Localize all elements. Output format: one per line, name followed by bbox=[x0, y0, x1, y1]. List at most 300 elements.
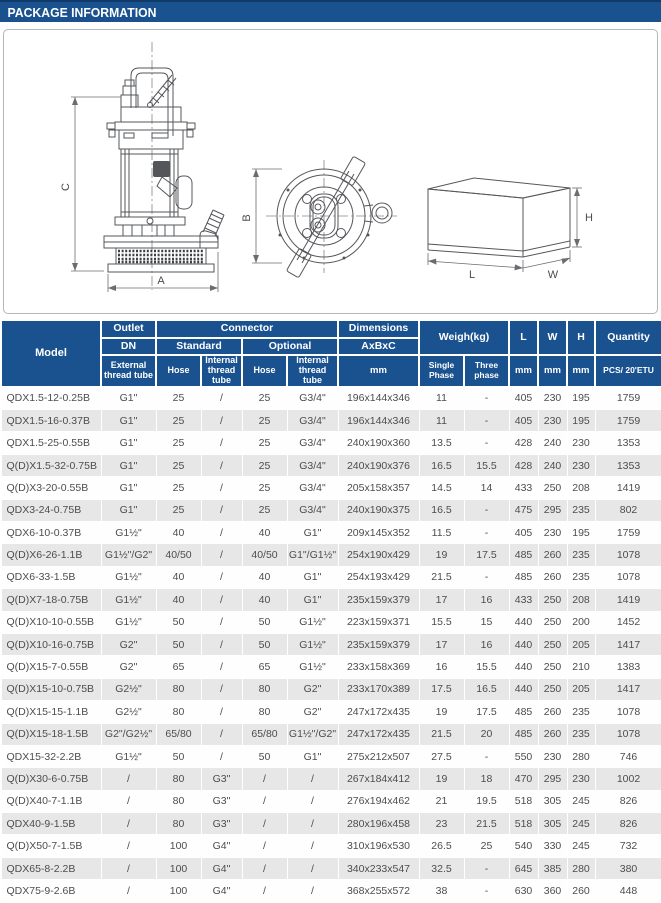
value-cell: G1" bbox=[101, 499, 156, 521]
value-cell: 1353 bbox=[595, 454, 661, 476]
table-row bbox=[1, 768, 661, 790]
value-cell: 50 bbox=[156, 745, 201, 767]
value-cell: 25 bbox=[156, 499, 201, 521]
col-header-three-phase: Three phase bbox=[464, 355, 509, 387]
table-row bbox=[1, 790, 661, 812]
value-cell: 25 bbox=[156, 454, 201, 476]
value-cell: 50 bbox=[242, 745, 287, 767]
value-cell: 65 bbox=[242, 656, 287, 678]
value-cell: 250 bbox=[538, 589, 567, 611]
value-cell: 340x233x547 bbox=[338, 857, 419, 879]
value-cell: 260 bbox=[538, 566, 567, 588]
table-row bbox=[1, 633, 661, 655]
value-cell: / bbox=[201, 410, 242, 432]
value-cell: 32.5 bbox=[419, 857, 464, 879]
model-cell: QDX6-10-0.37B bbox=[1, 522, 101, 544]
value-cell: / bbox=[101, 880, 156, 902]
value-cell: 14 bbox=[464, 477, 509, 499]
value-cell: 40 bbox=[156, 522, 201, 544]
value-cell: 80 bbox=[156, 701, 201, 723]
value-cell: 433 bbox=[509, 589, 538, 611]
value-cell: / bbox=[287, 768, 338, 790]
value-cell: / bbox=[201, 522, 242, 544]
value-cell: 405 bbox=[509, 522, 538, 544]
value-cell: 732 bbox=[595, 835, 661, 857]
value-cell: 21.5 bbox=[464, 813, 509, 835]
model-cell: Q(D)X30-6-0.75B bbox=[1, 768, 101, 790]
model-cell: Q(D)X10-10-0.55B bbox=[1, 611, 101, 633]
value-cell: 802 bbox=[595, 499, 661, 521]
model-cell: QDX1.5-25-0.55B bbox=[1, 432, 101, 454]
value-cell: 247x172x435 bbox=[338, 723, 419, 745]
value-cell: 1419 bbox=[595, 477, 661, 499]
value-cell: / bbox=[242, 768, 287, 790]
model-cell: QDX3-24-0.75B bbox=[1, 499, 101, 521]
package-box-drawing bbox=[428, 178, 593, 281]
value-cell: G3/4" bbox=[287, 432, 338, 454]
value-cell: - bbox=[464, 880, 509, 902]
value-cell: G2"/G2½" bbox=[101, 723, 156, 745]
value-cell: G1" bbox=[101, 477, 156, 499]
value-cell: 21.5 bbox=[419, 566, 464, 588]
value-cell: / bbox=[201, 723, 242, 745]
value-cell: G1½"/G2" bbox=[287, 723, 338, 745]
value-cell: 245 bbox=[567, 790, 595, 812]
value-cell: 25 bbox=[242, 454, 287, 476]
section-title-bar bbox=[0, 0, 661, 22]
value-cell: 25 bbox=[242, 387, 287, 410]
value-cell: 200 bbox=[567, 611, 595, 633]
col-header-outlet: Outlet bbox=[101, 320, 156, 338]
model-cell: QDX40-9-1.5B bbox=[1, 813, 101, 835]
value-cell: 40 bbox=[156, 566, 201, 588]
value-cell: 19 bbox=[419, 701, 464, 723]
table-row bbox=[1, 432, 661, 454]
value-cell: 50 bbox=[156, 611, 201, 633]
value-cell: 245 bbox=[567, 813, 595, 835]
table-row bbox=[1, 387, 661, 410]
value-cell: 305 bbox=[538, 813, 567, 835]
col-header-w: W bbox=[538, 320, 567, 355]
value-cell: 448 bbox=[595, 880, 661, 902]
model-cell: QDX1.5-12-0.25B bbox=[1, 387, 101, 410]
table-row bbox=[1, 477, 661, 499]
col-header-dn: DN bbox=[101, 338, 156, 355]
value-cell: G3" bbox=[201, 790, 242, 812]
value-cell: / bbox=[242, 813, 287, 835]
table-row bbox=[1, 656, 661, 678]
col-header-internal-thread-tube-optional: Internal thread tube bbox=[287, 355, 338, 387]
value-cell: / bbox=[201, 611, 242, 633]
dim-label-l: L bbox=[468, 269, 476, 281]
col-header-connector: Connector bbox=[156, 320, 338, 338]
model-cell: Q(D)X1.5-32-0.75B bbox=[1, 454, 101, 476]
value-cell: - bbox=[464, 432, 509, 454]
table-row bbox=[1, 544, 661, 566]
value-cell: 100 bbox=[156, 835, 201, 857]
value-cell: 208 bbox=[567, 589, 595, 611]
table-row bbox=[1, 611, 661, 633]
table-row bbox=[1, 857, 661, 879]
value-cell: G3" bbox=[201, 813, 242, 835]
value-cell: 254x190x429 bbox=[338, 544, 419, 566]
value-cell: 230 bbox=[567, 454, 595, 476]
diagram-panel bbox=[3, 29, 658, 314]
dim-label-w: W bbox=[547, 269, 559, 281]
value-cell: 21 bbox=[419, 790, 464, 812]
value-cell: 540 bbox=[509, 835, 538, 857]
dim-label-c: C bbox=[60, 183, 72, 191]
value-cell: 440 bbox=[509, 656, 538, 678]
value-cell: 205 bbox=[567, 633, 595, 655]
value-cell: 196x144x346 bbox=[338, 410, 419, 432]
value-cell: G1" bbox=[287, 522, 338, 544]
col-header-internal-thread-tube-standard: Internal thread tube bbox=[201, 355, 242, 387]
value-cell: 25 bbox=[156, 387, 201, 410]
value-cell: 50 bbox=[242, 611, 287, 633]
value-cell: 440 bbox=[509, 633, 538, 655]
col-header-single-phase: Single Phase bbox=[419, 355, 464, 387]
model-cell: QDX1.5-16-0.37B bbox=[1, 410, 101, 432]
table-row bbox=[1, 745, 661, 767]
model-cell: QDX6-33-1.5B bbox=[1, 566, 101, 588]
value-cell: 15 bbox=[464, 611, 509, 633]
value-cell: 235 bbox=[567, 566, 595, 588]
value-cell: 245 bbox=[567, 835, 595, 857]
value-cell: 260 bbox=[567, 880, 595, 902]
value-cell: 260 bbox=[538, 701, 567, 723]
value-cell: 235x159x379 bbox=[338, 633, 419, 655]
value-cell: 16.5 bbox=[419, 454, 464, 476]
value-cell: 100 bbox=[156, 857, 201, 879]
value-cell: G1½" bbox=[101, 589, 156, 611]
value-cell: 27.5 bbox=[419, 745, 464, 767]
value-cell: 80 bbox=[242, 678, 287, 700]
value-cell: G4" bbox=[201, 835, 242, 857]
value-cell: G1½" bbox=[101, 566, 156, 588]
value-cell: 433 bbox=[509, 477, 538, 499]
dim-label-b: B bbox=[241, 214, 253, 222]
value-cell: 38 bbox=[419, 880, 464, 902]
value-cell: 250 bbox=[538, 656, 567, 678]
value-cell: 250 bbox=[538, 477, 567, 499]
value-cell: 235x159x379 bbox=[338, 589, 419, 611]
value-cell: 40 bbox=[242, 566, 287, 588]
value-cell: G1½" bbox=[101, 611, 156, 633]
value-cell: 235 bbox=[567, 701, 595, 723]
value-cell: 233x170x389 bbox=[338, 678, 419, 700]
col-header-hose-standard: Hose bbox=[156, 355, 201, 387]
value-cell: 485 bbox=[509, 723, 538, 745]
value-cell: / bbox=[201, 745, 242, 767]
value-cell: G3" bbox=[201, 768, 242, 790]
value-cell: 11 bbox=[419, 410, 464, 432]
pump-side-view-drawing bbox=[60, 42, 224, 292]
value-cell: 80 bbox=[156, 813, 201, 835]
table-row bbox=[1, 880, 661, 902]
value-cell: 20 bbox=[464, 723, 509, 745]
table-row bbox=[1, 454, 661, 476]
model-cell: Q(D)X15-7-0.55B bbox=[1, 656, 101, 678]
dim-label-h: H bbox=[585, 212, 593, 224]
col-header-external-thread-tube: External thread tube bbox=[101, 355, 156, 387]
col-header-hose-optional: Hose bbox=[242, 355, 287, 387]
value-cell: 240x190x375 bbox=[338, 499, 419, 521]
model-cell: Q(D)X40-7-1.1B bbox=[1, 790, 101, 812]
value-cell: 195 bbox=[567, 522, 595, 544]
value-cell: 40 bbox=[242, 522, 287, 544]
value-cell: 205x158x357 bbox=[338, 477, 419, 499]
value-cell: 17 bbox=[419, 633, 464, 655]
value-cell: 1078 bbox=[595, 701, 661, 723]
value-cell: / bbox=[101, 857, 156, 879]
value-cell: 428 bbox=[509, 454, 538, 476]
value-cell: 196x144x346 bbox=[338, 387, 419, 410]
value-cell: / bbox=[201, 656, 242, 678]
model-cell: Q(D)X15-15-1.1B bbox=[1, 701, 101, 723]
col-header-mm-l: mm bbox=[509, 355, 538, 387]
value-cell: G1"/G1½" bbox=[287, 544, 338, 566]
table-row bbox=[1, 589, 661, 611]
value-cell: 1452 bbox=[595, 611, 661, 633]
value-cell: 240 bbox=[538, 454, 567, 476]
value-cell: 1417 bbox=[595, 633, 661, 655]
value-cell: - bbox=[464, 857, 509, 879]
value-cell: 240x190x360 bbox=[338, 432, 419, 454]
model-cell: Q(D)X15-18-1.5B bbox=[1, 723, 101, 745]
value-cell: 25 bbox=[242, 432, 287, 454]
value-cell: 17 bbox=[419, 589, 464, 611]
value-cell: / bbox=[201, 701, 242, 723]
col-header-mm-h: mm bbox=[567, 355, 595, 387]
value-cell: 305 bbox=[538, 790, 567, 812]
value-cell: G1" bbox=[101, 410, 156, 432]
value-cell: 280 bbox=[567, 857, 595, 879]
col-header-quantity: Quantity bbox=[595, 320, 661, 355]
value-cell: 23 bbox=[419, 813, 464, 835]
value-cell: 826 bbox=[595, 790, 661, 812]
value-cell: 233x158x369 bbox=[338, 656, 419, 678]
value-cell: G1" bbox=[287, 745, 338, 767]
pump-top-view-drawing bbox=[241, 156, 397, 278]
value-cell: 310x196x530 bbox=[338, 835, 419, 857]
value-cell: 16 bbox=[464, 633, 509, 655]
value-cell: / bbox=[242, 790, 287, 812]
value-cell: G1" bbox=[101, 454, 156, 476]
value-cell: G3/4" bbox=[287, 387, 338, 410]
value-cell: 65/80 bbox=[156, 723, 201, 745]
value-cell: 295 bbox=[538, 499, 567, 521]
value-cell: 40 bbox=[242, 589, 287, 611]
value-cell: 440 bbox=[509, 611, 538, 633]
value-cell: - bbox=[464, 522, 509, 544]
package-table bbox=[0, 319, 661, 903]
value-cell: / bbox=[242, 835, 287, 857]
value-cell: - bbox=[464, 745, 509, 767]
value-cell: 50 bbox=[156, 633, 201, 655]
value-cell: 405 bbox=[509, 410, 538, 432]
value-cell: 235 bbox=[567, 723, 595, 745]
value-cell: G1½" bbox=[287, 656, 338, 678]
value-cell: 250 bbox=[538, 678, 567, 700]
value-cell: 1078 bbox=[595, 723, 661, 745]
value-cell: 280x196x458 bbox=[338, 813, 419, 835]
col-header-h: H bbox=[567, 320, 595, 355]
value-cell: / bbox=[287, 813, 338, 835]
value-cell: / bbox=[201, 387, 242, 410]
value-cell: G3/4" bbox=[287, 454, 338, 476]
table-row bbox=[1, 835, 661, 857]
value-cell: / bbox=[101, 813, 156, 835]
value-cell: / bbox=[201, 499, 242, 521]
value-cell: / bbox=[287, 790, 338, 812]
value-cell: 65 bbox=[156, 656, 201, 678]
value-cell: 40/50 bbox=[242, 544, 287, 566]
value-cell: 330 bbox=[538, 835, 567, 857]
value-cell: / bbox=[287, 857, 338, 879]
value-cell: 65/80 bbox=[242, 723, 287, 745]
value-cell: 485 bbox=[509, 544, 538, 566]
value-cell: 15.5 bbox=[419, 611, 464, 633]
value-cell: 11 bbox=[419, 387, 464, 410]
page-title: PACKAGE INFORMATION bbox=[7, 4, 157, 20]
value-cell: 645 bbox=[509, 857, 538, 879]
value-cell: / bbox=[101, 790, 156, 812]
value-cell: 230 bbox=[538, 387, 567, 410]
dim-label-a: A bbox=[157, 275, 165, 287]
value-cell: 240x190x376 bbox=[338, 454, 419, 476]
value-cell: 15.5 bbox=[464, 454, 509, 476]
value-cell: 260 bbox=[538, 544, 567, 566]
col-header-model: Model bbox=[1, 320, 101, 387]
value-cell: 247x172x435 bbox=[338, 701, 419, 723]
value-cell: / bbox=[201, 432, 242, 454]
table-row bbox=[1, 499, 661, 521]
value-cell: 250 bbox=[538, 633, 567, 655]
value-cell: G2½" bbox=[101, 678, 156, 700]
value-cell: 275x212x507 bbox=[338, 745, 419, 767]
value-cell: G2½" bbox=[101, 701, 156, 723]
value-cell: 428 bbox=[509, 432, 538, 454]
value-cell: 440 bbox=[509, 678, 538, 700]
value-cell: / bbox=[201, 477, 242, 499]
table-row bbox=[1, 701, 661, 723]
value-cell: / bbox=[242, 880, 287, 902]
value-cell: G1" bbox=[101, 387, 156, 410]
value-cell: 826 bbox=[595, 813, 661, 835]
value-cell: 40 bbox=[156, 589, 201, 611]
model-cell: Q(D)X15-10-0.75B bbox=[1, 678, 101, 700]
value-cell: 380 bbox=[595, 857, 661, 879]
value-cell: 16.5 bbox=[419, 499, 464, 521]
value-cell: 485 bbox=[509, 566, 538, 588]
value-cell: / bbox=[201, 454, 242, 476]
value-cell: 550 bbox=[509, 745, 538, 767]
value-cell: 1419 bbox=[595, 589, 661, 611]
value-cell: 746 bbox=[595, 745, 661, 767]
value-cell: 230 bbox=[538, 410, 567, 432]
col-header-mm-dimensions: mm bbox=[338, 355, 419, 387]
value-cell: 100 bbox=[156, 880, 201, 902]
value-cell: 80 bbox=[156, 768, 201, 790]
value-cell: 16 bbox=[464, 589, 509, 611]
value-cell: 40/50 bbox=[156, 544, 201, 566]
value-cell: - bbox=[464, 566, 509, 588]
col-header-weigh: Weigh(kg) bbox=[419, 320, 509, 355]
value-cell: 16.5 bbox=[464, 678, 509, 700]
col-header-axbxc: AxBxC bbox=[338, 338, 419, 355]
value-cell: 26.5 bbox=[419, 835, 464, 857]
table-row bbox=[1, 410, 661, 432]
col-header-standard: Standard bbox=[156, 338, 242, 355]
value-cell: 209x145x352 bbox=[338, 522, 419, 544]
value-cell: 1759 bbox=[595, 522, 661, 544]
value-cell: 25 bbox=[242, 499, 287, 521]
value-cell: 80 bbox=[156, 678, 201, 700]
value-cell: / bbox=[201, 633, 242, 655]
value-cell: 208 bbox=[567, 477, 595, 499]
table-row bbox=[1, 723, 661, 745]
technical-drawing bbox=[4, 30, 657, 311]
value-cell: G2" bbox=[101, 656, 156, 678]
value-cell: 475 bbox=[509, 499, 538, 521]
value-cell: G1" bbox=[287, 589, 338, 611]
value-cell: 19.5 bbox=[464, 790, 509, 812]
value-cell: 11.5 bbox=[419, 522, 464, 544]
col-header-dimensions: Dimensions bbox=[338, 320, 419, 338]
table-row bbox=[1, 678, 661, 700]
value-cell: 518 bbox=[509, 813, 538, 835]
value-cell: 260 bbox=[538, 723, 567, 745]
value-cell: / bbox=[101, 768, 156, 790]
value-cell: / bbox=[201, 544, 242, 566]
model-cell: Q(D)X3-20-0.55B bbox=[1, 477, 101, 499]
model-cell: Q(D)X50-7-1.5B bbox=[1, 835, 101, 857]
value-cell: 1002 bbox=[595, 768, 661, 790]
model-cell: Q(D)X10-16-0.75B bbox=[1, 633, 101, 655]
value-cell: G3/4" bbox=[287, 477, 338, 499]
value-cell: 21.5 bbox=[419, 723, 464, 745]
value-cell: 385 bbox=[538, 857, 567, 879]
value-cell: 405 bbox=[509, 387, 538, 410]
value-cell: G1" bbox=[101, 432, 156, 454]
value-cell: G1" bbox=[287, 566, 338, 588]
value-cell: / bbox=[201, 589, 242, 611]
col-header-l: L bbox=[509, 320, 538, 355]
value-cell: 1759 bbox=[595, 410, 661, 432]
value-cell: 267x184x412 bbox=[338, 768, 419, 790]
value-cell: 368x255x572 bbox=[338, 880, 419, 902]
value-cell: G3/4" bbox=[287, 410, 338, 432]
value-cell: 250 bbox=[538, 611, 567, 633]
col-header-pcs-etu: PCS/ 20'ETU bbox=[595, 355, 661, 387]
value-cell: / bbox=[242, 857, 287, 879]
table-body bbox=[1, 387, 661, 902]
value-cell: 195 bbox=[567, 410, 595, 432]
value-cell: 1417 bbox=[595, 678, 661, 700]
value-cell: 25 bbox=[242, 477, 287, 499]
value-cell: G1½"/G2" bbox=[101, 544, 156, 566]
model-cell: Q(D)X7-18-0.75B bbox=[1, 589, 101, 611]
value-cell: 1078 bbox=[595, 566, 661, 588]
value-cell: 230 bbox=[567, 432, 595, 454]
value-cell: 1759 bbox=[595, 387, 661, 410]
value-cell: 25 bbox=[464, 835, 509, 857]
table-row bbox=[1, 813, 661, 835]
value-cell: 195 bbox=[567, 387, 595, 410]
value-cell: G1½" bbox=[287, 633, 338, 655]
value-cell: 80 bbox=[156, 790, 201, 812]
